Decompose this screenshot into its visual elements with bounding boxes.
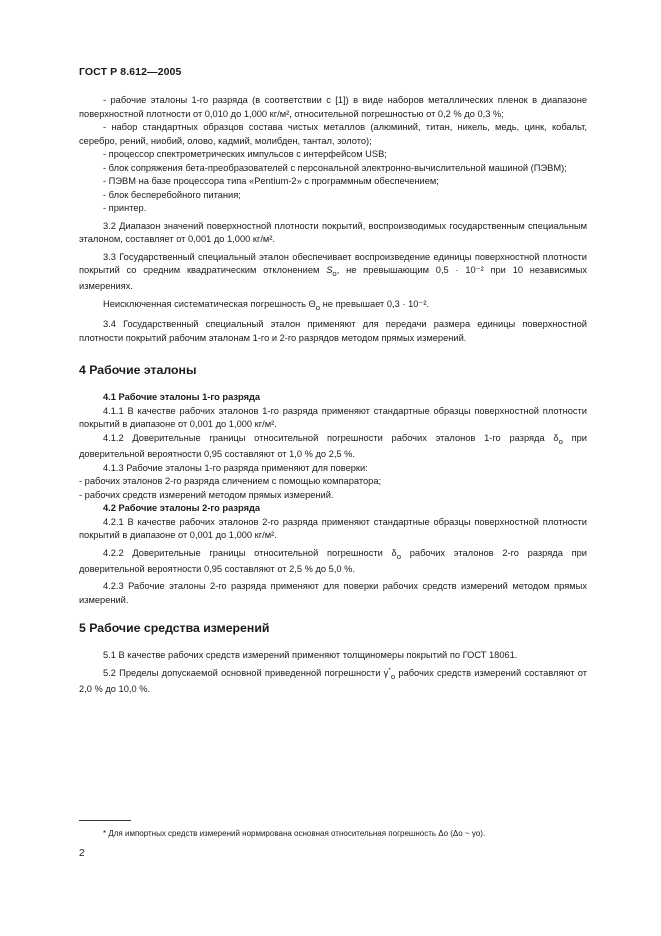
paragraph-4-1-1: 4.1.1 В качестве рабочих эталонов 1-го разряда применяют стандартные образцы поверхностной плотности покрытий в диапазоне от 0,001 до 1,000 кг/м². — [79, 405, 587, 430]
paragraph-4-1-3: 4.1.3 Рабочие эталоны 1-го разряда применяют для поверки: — [103, 462, 368, 473]
document-header: ГОСТ Р 8.612—2005 — [79, 66, 182, 78]
paragraph-3-3: 3.3 Государственный специальный эталон обеспечивает воспроизведение единицы поверхностной плотности покрытий со средним квадратическим отклонением $S_о$, не превышающим 0,5 · 10⁻² при 10 независимых измерениях. — [79, 251, 587, 292]
list-item: - рабочих эталонов 2-го разряда сличением с помощью компаратора; — [79, 476, 382, 487]
paragraph-4-2-3: 4.2.3 Рабочие эталоны 2-го разряда применяют для поверки рабочих средств измерений методом прямых измерений. — [79, 581, 587, 605]
paragraph-4-2-2: 4.2.2 Доверительные границы относительной погрешности $\delta_о$ рабочих эталонов 2-го разряда при доверительной вероятности 0,95 составляют от 2,5 % до 5,0 %. — [79, 547, 587, 574]
paragraph-3-3-systematic: Неисключенная систематическая погрешность $\Theta_о$ не превышает 0,3 · 10⁻². — [103, 298, 430, 312]
list-item: - рабочих средств измерений методом прямых измерений. — [79, 489, 334, 500]
footnote: * Для импортных средств измерений нормирована основная относительная погрешность Δо (Δо ~ γо). — [103, 829, 486, 838]
paragraph-3-2: 3.2 Диапазон значений поверхностной плотности покрытий, воспроизводимых государственным специальным эталоном, составляет от 0,001 до 1,000 кг/м². — [79, 220, 587, 244]
page-content — [79, 94, 587, 697]
section-4-heading: 4 Рабочие эталоны — [79, 363, 197, 378]
list-item: - рабочие эталоны 1-го разряда (в соответствии с [1]) в виде наборов металлических пленок в диапазоне поверхностной плотности от 0,010 до 1,000 кг/м², относительной погрешностью от 0,2 % до 0,3 %; — [79, 95, 587, 119]
list-item: - принтер. — [103, 203, 147, 213]
paragraph-4-2-1: 4.2.1 В качестве рабочих эталонов 2-го разряда применяют стандартные образцы поверхностной плотности покрытий в диапазоне от 0,001 до 1,000 кг/м². — [79, 516, 587, 541]
footnote-divider — [79, 820, 131, 821]
subsection-4-2-heading: 4.2 Рабочие эталоны 2-го разряда — [103, 503, 261, 514]
list-item: - блок бесперебойного питания; — [103, 189, 241, 200]
list-item: - набор стандартных образцов состава чистых металлов (алюминий, титан, никель, медь, цинк, кобальт, серебро, рений, ниобий, олово, кадмий, молибден, тантал, золото); — [79, 122, 587, 146]
page-number: 2 — [79, 848, 85, 859]
subsection-4-1-heading: 4.1 Рабочие эталоны 1-го разряда — [103, 392, 261, 403]
list-item: - блок сопряжения бета-преобразователей с персональной электронно-вычислительной машиной (ПЭВМ); — [103, 162, 567, 173]
list-item: - ПЭВМ на базе процессора типа «Pentium-2» с программным обеспечением; — [103, 176, 439, 186]
paragraph-4-1-2: 4.1.2 Доверительные границы относительной погрешности рабочих эталонов 1-го разряда $\delta_о$ при доверительной вероятности 0,95 составляют от 1,0 % до 2,5 %. — [79, 432, 587, 460]
paragraph-5-1: 5.1 В качестве рабочих средств измерений применяют толщиномеры покрытий по ГОСТ 18061. — [103, 650, 518, 661]
section-5-heading: 5 Рабочие средства измерений — [79, 621, 270, 636]
paragraph-3-4: 3.4 Государственный специальный эталон применяют для передачи размера единицы поверхностной плотности покрытий рабочим эталонам 1-го и 2-го разрядов методом прямых измерений. — [79, 319, 587, 343]
paragraph-5-2: 5.2 Пределы допускаемой основной приведенной погрешности $\gamma^*_о$ рабочих средств измерений составляют от 2,0 % до 10,0 %. — [79, 666, 587, 695]
list-item: - процессор спектрометрических импульсов с интерфейсом USB; — [103, 149, 387, 159]
